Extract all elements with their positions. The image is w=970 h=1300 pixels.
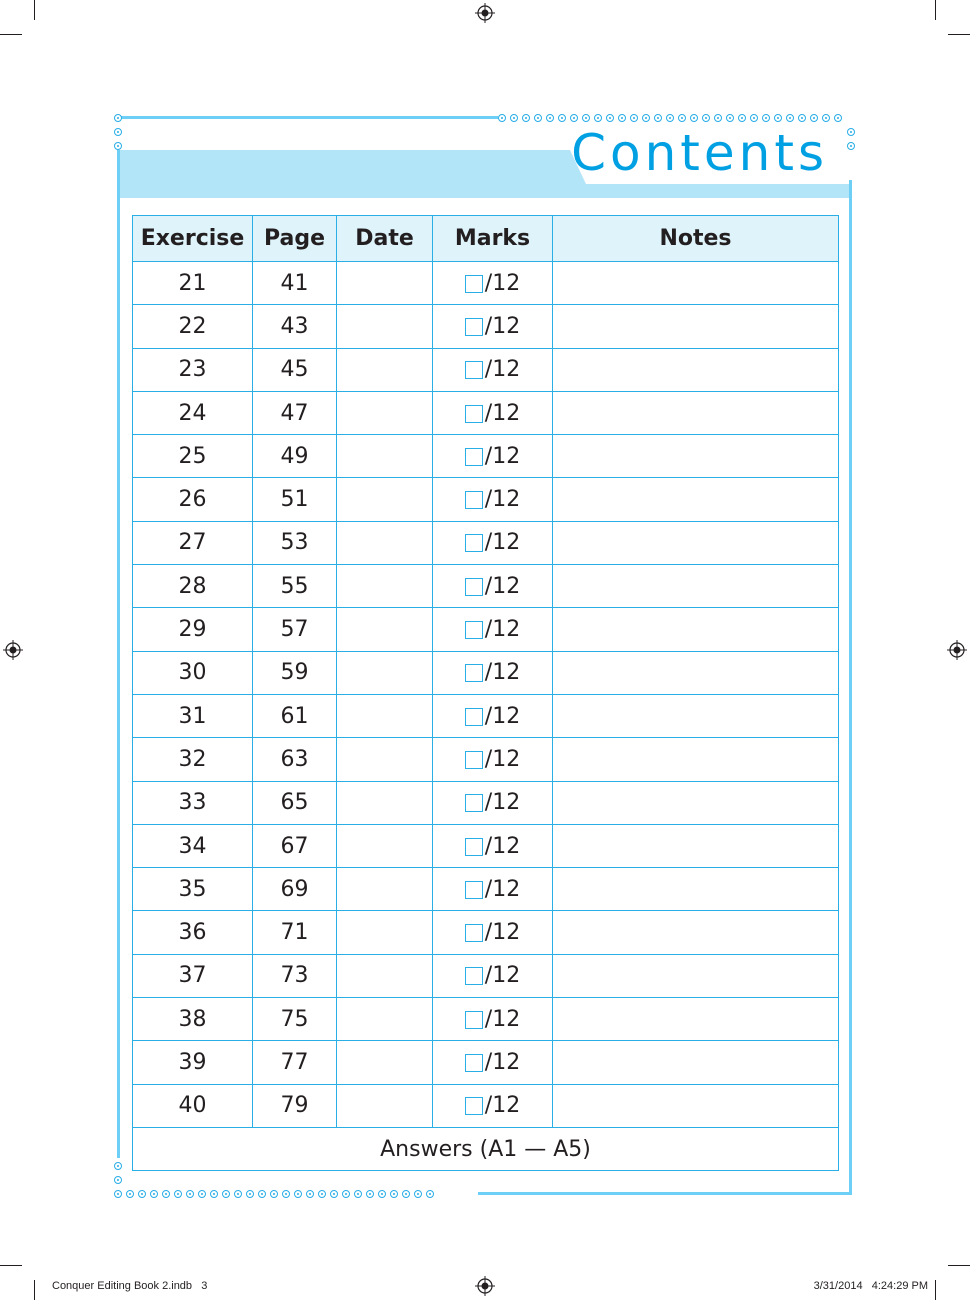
registration-mark-icon <box>475 1276 495 1296</box>
cell-marks <box>433 868 553 911</box>
cell-exercise: 21 <box>133 262 253 305</box>
checkbox-icon[interactable] <box>465 924 483 942</box>
checkbox-icon[interactable] <box>465 838 483 856</box>
checkbox-icon[interactable] <box>465 578 483 596</box>
cell-exercise: 25 <box>133 435 253 478</box>
cell-notes[interactable] <box>553 651 839 694</box>
marks-total: /12 <box>484 573 521 599</box>
cell-notes[interactable] <box>553 781 839 824</box>
cell-date[interactable] <box>337 521 433 564</box>
marks-total: /12 <box>484 270 521 296</box>
frame-bottom-line <box>478 1192 852 1195</box>
crop-mark-icon <box>935 0 936 20</box>
cell-notes[interactable] <box>553 435 839 478</box>
marks-total: /12 <box>484 530 521 556</box>
header-notes: Notes <box>553 216 839 262</box>
cell-marks <box>433 998 553 1041</box>
cell-marks <box>433 565 553 608</box>
crop-mark-icon <box>34 0 35 20</box>
marks-total: /12 <box>484 443 521 469</box>
frame-bottom-dots <box>114 1190 434 1198</box>
registration-mark-icon <box>3 640 23 660</box>
table-row <box>133 781 839 824</box>
checkbox-icon[interactable] <box>465 751 483 769</box>
cell-date[interactable] <box>337 478 433 521</box>
checkbox-icon[interactable] <box>465 1054 483 1072</box>
frame-top-line <box>120 116 498 119</box>
table-row <box>133 911 839 954</box>
cell-date[interactable] <box>337 608 433 651</box>
cell-page: 55 <box>253 565 337 608</box>
page-title: Contents <box>571 124 828 182</box>
cell-marks <box>433 305 553 348</box>
frame-top-dots <box>498 114 842 122</box>
cell-exercise: 22 <box>133 305 253 348</box>
cell-exercise: 31 <box>133 694 253 737</box>
cell-date[interactable] <box>337 565 433 608</box>
table-row <box>133 954 839 997</box>
table-header-row <box>133 216 839 262</box>
crop-mark-icon <box>34 1280 35 1300</box>
marks-total: /12 <box>484 746 521 772</box>
checkbox-icon[interactable] <box>465 967 483 985</box>
marks-total: /12 <box>484 963 521 989</box>
checkbox-icon[interactable] <box>465 318 483 336</box>
cell-page: 49 <box>253 435 337 478</box>
marks-total: /12 <box>484 660 521 686</box>
table-row <box>133 391 839 434</box>
crop-mark-icon <box>0 34 22 35</box>
cell-notes[interactable] <box>553 738 839 781</box>
cell-notes[interactable] <box>553 305 839 348</box>
marks-total: /12 <box>484 487 521 513</box>
cell-marks <box>433 391 553 434</box>
checkbox-icon[interactable] <box>465 1011 483 1029</box>
cell-marks <box>433 478 553 521</box>
frame-left-line <box>117 150 120 1158</box>
cell-marks <box>433 954 553 997</box>
table-row <box>133 1084 839 1127</box>
cell-page: 43 <box>253 305 337 348</box>
cell-page: 75 <box>253 998 337 1041</box>
cell-exercise: 29 <box>133 608 253 651</box>
cell-notes[interactable] <box>553 1084 839 1127</box>
header-page: Page <box>253 216 337 262</box>
cell-date[interactable] <box>337 911 433 954</box>
table-row <box>133 262 839 305</box>
marks-total: /12 <box>484 357 521 383</box>
table-row <box>133 608 839 651</box>
cell-marks <box>433 694 553 737</box>
cell-exercise: 24 <box>133 391 253 434</box>
table-row <box>133 478 839 521</box>
table-row <box>133 435 839 478</box>
checkbox-icon[interactable] <box>465 708 483 726</box>
cell-exercise: 35 <box>133 868 253 911</box>
marks-total: /12 <box>484 920 521 946</box>
marks-total: /12 <box>484 703 521 729</box>
table-row <box>133 305 839 348</box>
cell-page: 71 <box>253 911 337 954</box>
header-exercise: Exercise <box>133 216 253 262</box>
cell-page: 65 <box>253 781 337 824</box>
cell-page: 67 <box>253 824 337 867</box>
frame-dot <box>114 1176 122 1184</box>
cell-marks <box>433 1084 553 1127</box>
frame-dot <box>114 142 122 150</box>
cell-page: 63 <box>253 738 337 781</box>
cell-marks <box>433 911 553 954</box>
cell-page: 73 <box>253 954 337 997</box>
checkbox-icon[interactable] <box>465 491 483 509</box>
checkbox-icon[interactable] <box>465 794 483 812</box>
table-row <box>133 868 839 911</box>
cell-exercise: 26 <box>133 478 253 521</box>
checkbox-icon[interactable] <box>465 664 483 682</box>
cell-exercise: 34 <box>133 824 253 867</box>
cell-notes[interactable] <box>553 262 839 305</box>
cell-notes[interactable] <box>553 565 839 608</box>
cell-page: 45 <box>253 348 337 391</box>
cell-date[interactable] <box>337 738 433 781</box>
marks-total: /12 <box>484 790 521 816</box>
table-row <box>133 521 839 564</box>
cell-notes[interactable] <box>553 521 839 564</box>
cell-date[interactable] <box>337 824 433 867</box>
frame-right-line <box>849 180 852 1195</box>
frame-dot <box>114 114 122 122</box>
cell-notes[interactable] <box>553 824 839 867</box>
cell-page: 53 <box>253 521 337 564</box>
frame-dot <box>114 1162 122 1170</box>
cell-date[interactable] <box>337 435 433 478</box>
cell-date[interactable] <box>337 1084 433 1127</box>
cell-notes[interactable] <box>553 391 839 434</box>
crop-mark-icon <box>935 1280 936 1300</box>
cell-notes[interactable] <box>553 1041 839 1084</box>
table-row <box>133 998 839 1041</box>
checkbox-icon[interactable] <box>465 1097 483 1115</box>
table-row <box>133 824 839 867</box>
cell-page: 59 <box>253 651 337 694</box>
marks-total: /12 <box>484 1093 521 1119</box>
crop-mark-icon <box>948 1265 970 1266</box>
cell-exercise: 27 <box>133 521 253 564</box>
cell-marks <box>433 262 553 305</box>
cell-date[interactable] <box>337 694 433 737</box>
answers-row <box>133 1127 839 1170</box>
cell-exercise: 30 <box>133 651 253 694</box>
cell-exercise: 32 <box>133 738 253 781</box>
cell-marks <box>433 348 553 391</box>
cell-notes[interactable] <box>553 868 839 911</box>
frame-dot <box>847 128 855 136</box>
cell-marks <box>433 651 553 694</box>
cell-marks <box>433 435 553 478</box>
checkbox-icon[interactable] <box>465 275 483 293</box>
cell-exercise: 37 <box>133 954 253 997</box>
footer-timestamp: 3/31/2014 4:24:29 PM <box>813 1280 928 1292</box>
registration-mark-icon <box>475 3 495 23</box>
marks-total: /12 <box>484 400 521 426</box>
cell-page: 57 <box>253 608 337 651</box>
cell-notes[interactable] <box>553 348 839 391</box>
cell-date[interactable] <box>337 954 433 997</box>
table-row <box>133 694 839 737</box>
cell-page: 79 <box>253 1084 337 1127</box>
cell-marks <box>433 781 553 824</box>
checkbox-icon[interactable] <box>465 405 483 423</box>
cell-notes[interactable] <box>553 694 839 737</box>
crop-mark-icon <box>0 1265 22 1266</box>
cell-notes[interactable] <box>553 954 839 997</box>
cell-marks <box>433 1041 553 1084</box>
cell-page: 41 <box>253 262 337 305</box>
table-row <box>133 651 839 694</box>
cell-date[interactable] <box>337 391 433 434</box>
contents-table <box>132 215 839 1171</box>
marks-total: /12 <box>484 617 521 643</box>
cell-exercise: 28 <box>133 565 253 608</box>
cell-exercise: 23 <box>133 348 253 391</box>
cell-marks <box>433 608 553 651</box>
checkbox-icon[interactable] <box>465 534 483 552</box>
answers-label: Answers (A1 — A5) <box>133 1127 839 1170</box>
marks-total: /12 <box>484 876 521 902</box>
marks-total: /12 <box>484 313 521 339</box>
cell-exercise: 40 <box>133 1084 253 1127</box>
cell-notes[interactable] <box>553 608 839 651</box>
cell-date[interactable] <box>337 868 433 911</box>
cell-exercise: 38 <box>133 998 253 1041</box>
cell-date[interactable] <box>337 262 433 305</box>
cell-date[interactable] <box>337 1041 433 1084</box>
cell-page: 51 <box>253 478 337 521</box>
checkbox-icon[interactable] <box>465 621 483 639</box>
marks-total: /12 <box>484 1049 521 1075</box>
cell-date[interactable] <box>337 998 433 1041</box>
cell-notes[interactable] <box>553 478 839 521</box>
marks-total: /12 <box>484 1006 521 1032</box>
cell-page: 61 <box>253 694 337 737</box>
cell-page: 69 <box>253 868 337 911</box>
checkbox-icon[interactable] <box>465 361 483 379</box>
cell-page: 47 <box>253 391 337 434</box>
cell-date[interactable] <box>337 781 433 824</box>
table-row <box>133 738 839 781</box>
checkbox-icon[interactable] <box>465 881 483 899</box>
header-date: Date <box>337 216 433 262</box>
cell-date[interactable] <box>337 305 433 348</box>
frame-dot <box>847 142 855 150</box>
cell-page: 77 <box>253 1041 337 1084</box>
footer-file-info: Conquer Editing Book 2.indb 3 <box>52 1280 208 1292</box>
cell-marks <box>433 521 553 564</box>
registration-mark-icon <box>947 640 967 660</box>
cell-date[interactable] <box>337 348 433 391</box>
cell-notes[interactable] <box>553 998 839 1041</box>
cell-notes[interactable] <box>553 911 839 954</box>
frame-dot <box>114 128 122 136</box>
marks-total: /12 <box>484 833 521 859</box>
cell-exercise: 33 <box>133 781 253 824</box>
cell-marks <box>433 824 553 867</box>
table-row <box>133 1041 839 1084</box>
header-marks: Marks <box>433 216 553 262</box>
cell-exercise: 36 <box>133 911 253 954</box>
cell-marks <box>433 738 553 781</box>
table-row <box>133 565 839 608</box>
crop-mark-icon <box>948 34 970 35</box>
cell-date[interactable] <box>337 651 433 694</box>
cell-exercise: 39 <box>133 1041 253 1084</box>
checkbox-icon[interactable] <box>465 448 483 466</box>
table-row <box>133 348 839 391</box>
